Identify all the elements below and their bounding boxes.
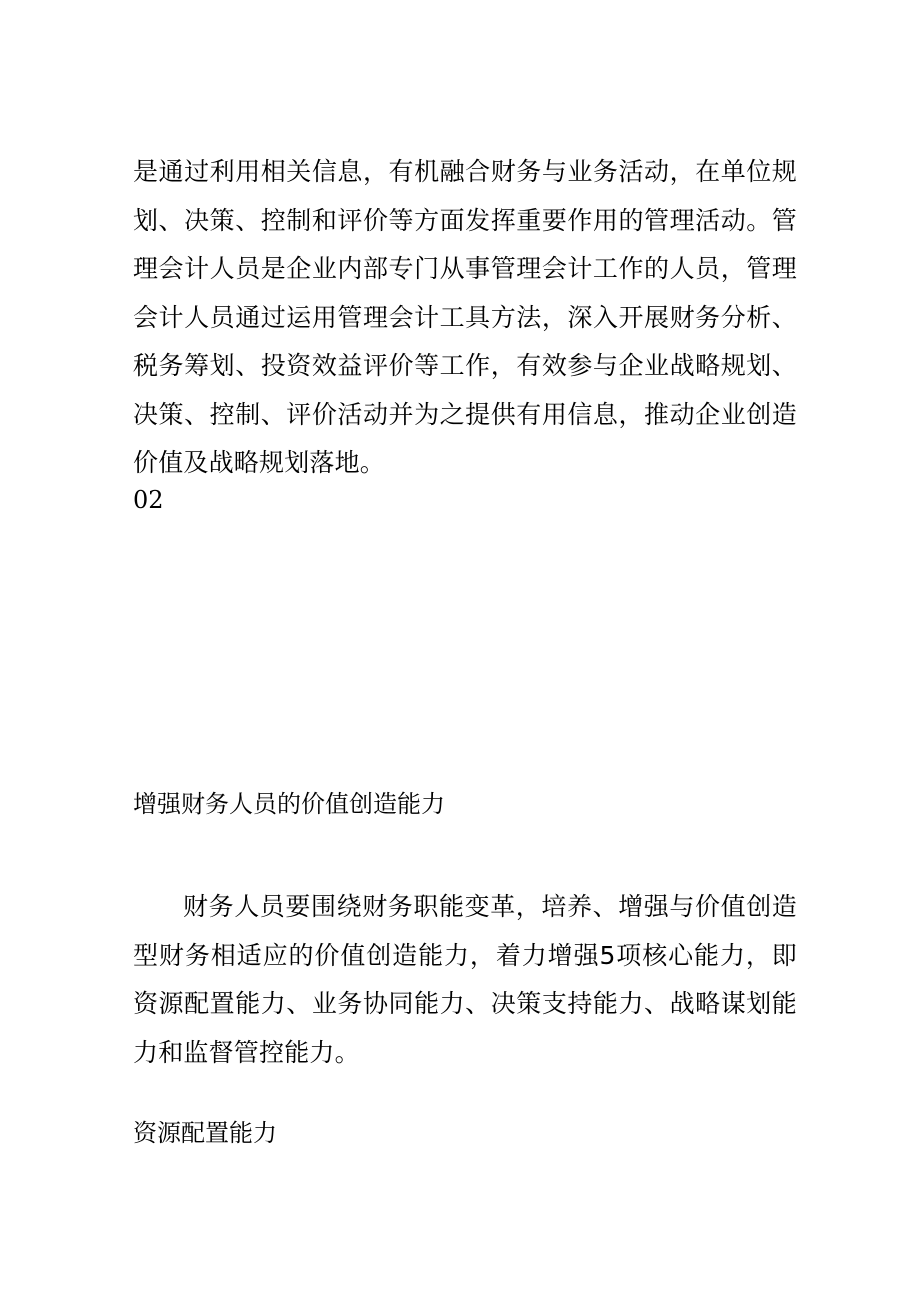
subheading-resource-allocation: 资源配置能力 (133, 1119, 277, 1147)
body-paragraph-management-accounting: 是通过利用相关信息，有机融合财务与业务活动，在单位规划、决策、控制和评价等方面发挥重要作用的管理活动。管理会计人员是企业内部专门从事管理会计工作的人员，管理会计人员通过运用管理会计工具方法，深入开展财务分析、税务筹划、投资效益评价等工作，有效参与企业战略规划、决策、控制、评价活动并为之提供有用信息，推动企业创造价值及战略规划落地。 (133, 157, 797, 477)
section-heading-value-creation: 增强财务人员的价值创造能力 (133, 790, 445, 818)
body-paragraph-core-capabilities: 财务人员要围绕财务职能变革，培养、增强与价值创造型财务相适应的价值创造能力，着力增强5项核心能力，即资源配置能力、业务协同能力、决策支持能力、战略谋划能力和监督管控能力。 (133, 892, 797, 1067)
section-number: 02 (133, 486, 164, 514)
